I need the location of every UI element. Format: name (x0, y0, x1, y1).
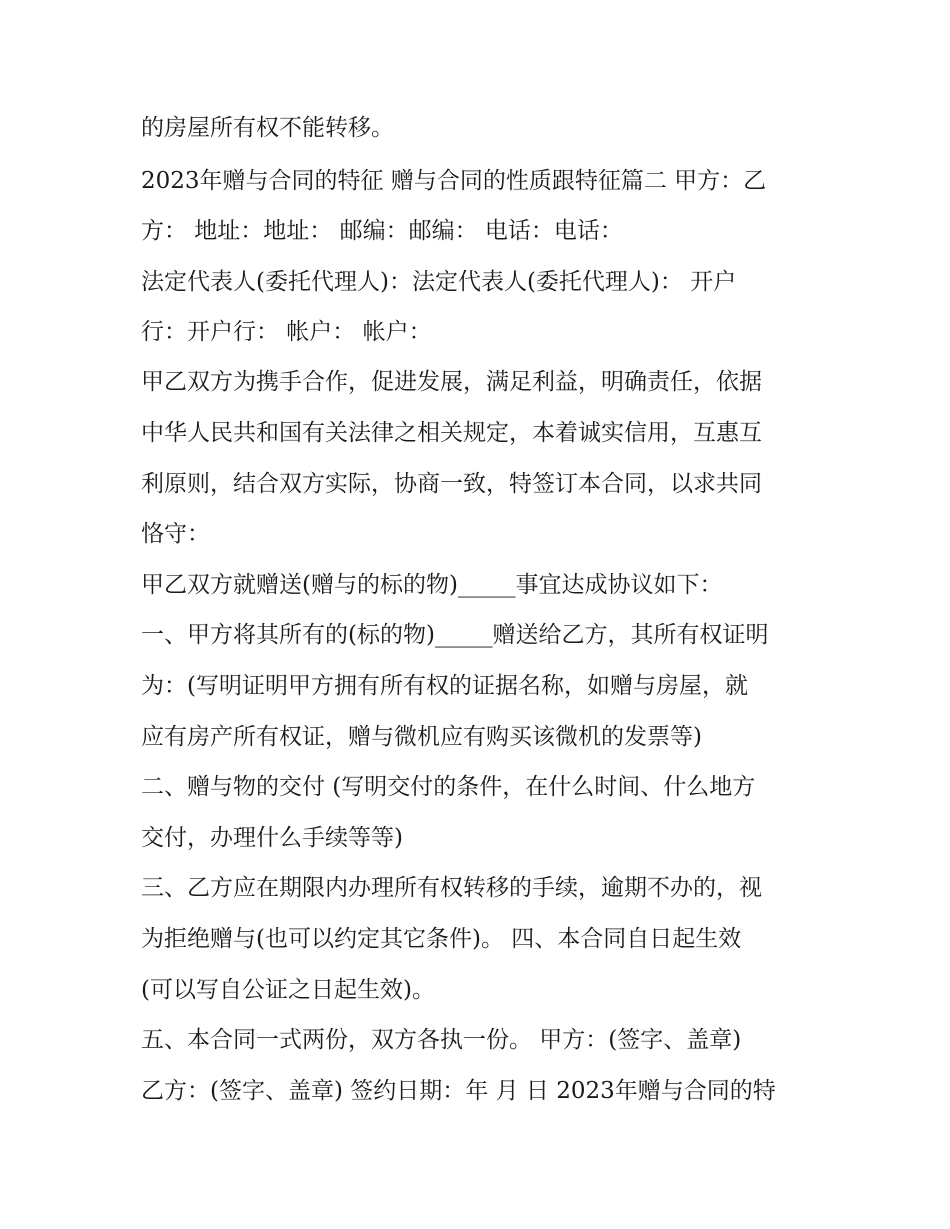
text-line: 法定代表人(委托代理人)：法定代表人(委托代理人)： 开户 (141, 269, 737, 295)
text-line: 方： 地址：地址： 邮编：邮编： 电话：电话： (141, 218, 623, 244)
text-line: 中华人民共和国有关法律之相关规定，本着诚实信用，互惠互 (141, 420, 762, 446)
text-line: 一、甲方将其所有的(标的物)_____赠送给乙方，其所有权证明 (141, 622, 769, 648)
text-line: 应有房产所有权证，赠与微机应有购买该微机的发票等) (141, 724, 702, 750)
text-line: 甲乙双方为携手合作，促进发展，满足利益，明确责任，依据 (141, 369, 762, 395)
text-line: 为：(写明证明甲方拥有所有权的证据名称，如赠与房屋，就 (141, 673, 748, 699)
text-line: 的房屋所有权不能转移。 (141, 115, 394, 141)
text-line: 利原则，结合双方实际，协商一致，特签订本合同，以求共同 (141, 471, 762, 497)
text-line: (可以写自公证之日起生效)。 (141, 977, 435, 1003)
text-line: 为拒绝赠与(也可以约定其它条件)。 四、本合同自日起生效 (141, 926, 742, 952)
text-line: 2023年赠与合同的特征 赠与合同的性质跟特征篇二 甲方：乙 (141, 168, 767, 194)
text-line: 二、赠与物的交付 (写明交付的条件，在什么时间、什么地方 (141, 774, 756, 800)
text-line: 乙方：(签字、盖章) 签约日期：年 月 日 2023年赠与合同的特 (141, 1078, 776, 1104)
text-line: 交付，办理什么手续等等) (141, 825, 403, 851)
text-line: 甲乙双方就赠送(赠与的标的物)_____事宜达成协议如下： (141, 572, 723, 598)
text-line: 恪守： (141, 521, 210, 547)
text-line: 行：开户行： 帐户： 帐户： (141, 319, 432, 345)
text-line: 三、乙方应在期限内办理所有权转移的手续，逾期不办的，视 (141, 875, 762, 901)
text-line: 五、本合同一式两份，双方各执一份。 甲方：(签字、盖章) (141, 1027, 742, 1053)
